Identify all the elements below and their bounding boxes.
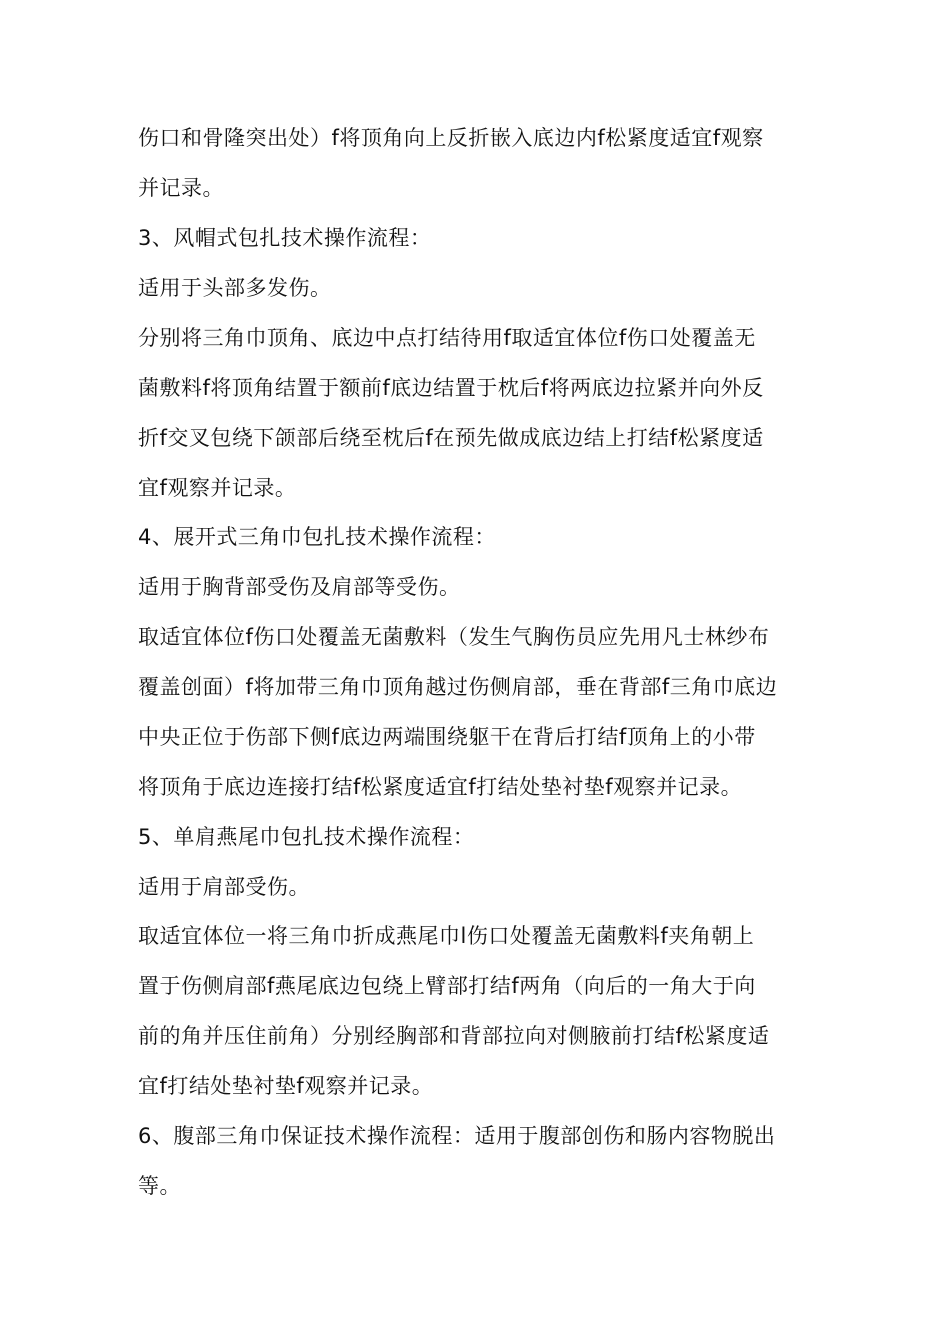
- body-text-line: 折f交叉包绕下颌部后绕至枕后f在预先做成底边结上打结f松紧度适: [138, 426, 764, 450]
- body-text-line: 宜f打结处垫衬垫f观察并记录。: [138, 1074, 434, 1098]
- body-text-line: 宜f观察并记录。: [138, 476, 297, 500]
- body-text-line: 适用于胸背部受伤及肩部等受伤。: [138, 575, 461, 599]
- body-text-line: 等。: [138, 1174, 181, 1198]
- body-text-line: 菌敷料f将顶角结置于额前f底边结置于枕后f将两底边拉紧并向外反: [138, 376, 764, 400]
- body-text-line: 将顶角于底边连接打结f松紧度适宜f打结处垫衬垫f观察并记录。: [138, 775, 743, 799]
- body-text-line: 中央正位于伤部下侧f底边两端围绕躯干在背后打结f顶角上的小带: [138, 725, 756, 749]
- body-text-line: 适用于肩部受伤。: [138, 875, 310, 899]
- body-text-line: 适用于头部多发伤。: [138, 276, 332, 300]
- section-heading-6: 6、腹部三角巾保证技术操作流程：适用于腹部创伤和肠内容物脱出: [138, 1124, 776, 1148]
- body-text-line: 并记录。: [138, 176, 224, 200]
- body-text-line: 覆盖创面）f将加带三角巾顶角越过伤侧肩部，垂在背部f三角巾底边: [138, 675, 778, 699]
- section-heading-4: 4、展开式三角巾包扎技术操作流程：: [138, 525, 496, 549]
- body-text-line: 分别将三角巾顶角、底边中点打结待用f取适宜体位f伤口处覆盖无: [138, 326, 756, 350]
- body-text-line: 取适宜体位一将三角巾折成燕尾巾l伤口处覆盖无菌敷料f夹角朝上: [138, 924, 755, 948]
- section-heading-5: 5、单肩燕尾巾包扎技术操作流程：: [138, 825, 475, 849]
- body-text-line: 前的角并压住前角）分别经胸部和背部拉向对侧腋前打结f松紧度适: [138, 1024, 770, 1048]
- body-text-line: 置于伤侧肩部f燕尾底边包绕上臂部打结f两角（向后的一角大于向: [138, 974, 756, 998]
- section-heading-3: 3、风帽式包扎技术操作流程：: [138, 226, 432, 250]
- body-text-line: 伤口和骨隆突出处）f将顶角向上反折嵌入底边内f松紧度适宜f观察: [138, 126, 764, 150]
- body-text-line: 取适宜体位f伤口处覆盖无菌敷料（发生气胸伤员应先用凡士林纱布: [138, 625, 770, 649]
